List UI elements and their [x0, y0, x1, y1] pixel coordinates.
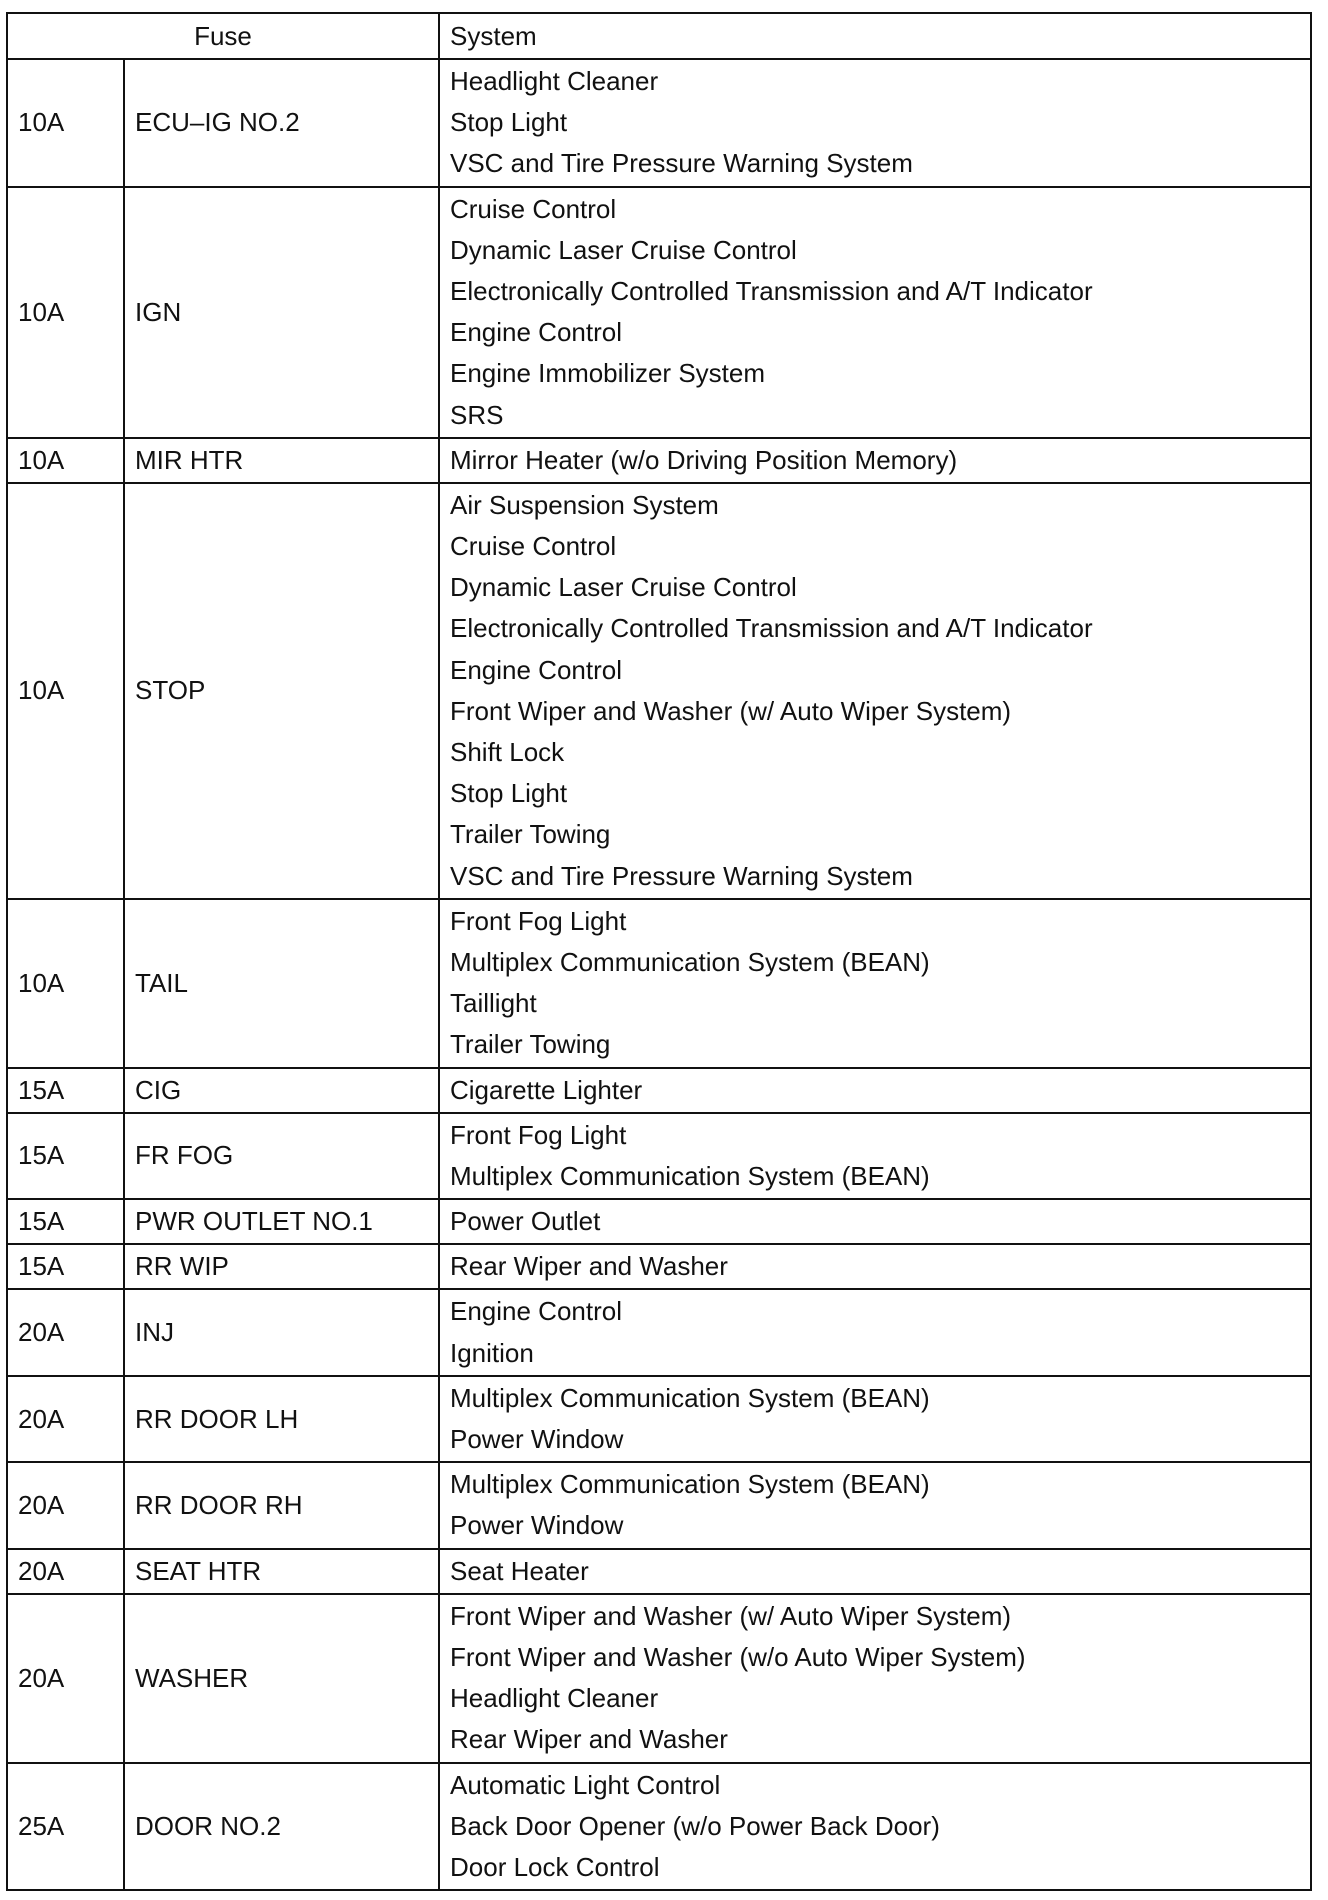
fuse-amperage: 15A: [7, 1113, 124, 1199]
system-list: [439, 1549, 1311, 1594]
system-list: [439, 1462, 1311, 1548]
system-item: VSC and Tire Pressure Warning System: [450, 860, 913, 891]
table-row: [7, 1068, 1311, 1113]
system-item: Engine Control: [450, 317, 622, 348]
table-row: [7, 1244, 1311, 1289]
system-list: [439, 1113, 1311, 1199]
system-item: Automatic Light Control: [450, 1769, 721, 1800]
system-item: Mirror Heater (w/o Driving Position Memory): [450, 444, 958, 475]
system-item: Rear Wiper and Washer: [450, 1724, 728, 1755]
system-list: [439, 59, 1311, 187]
fuse-amperage: 15A: [7, 1244, 124, 1289]
fuse-rows: [7, 59, 1311, 1890]
fuse-table: [6, 12, 1312, 1891]
system-item: Cruise Control: [450, 531, 617, 562]
table-row: [7, 1376, 1311, 1462]
system-column-header: System: [439, 13, 1311, 59]
system-item: Multiplex Communication System (BEAN): [450, 946, 930, 977]
fuse-name: RR WIP: [124, 1244, 439, 1289]
fuse-name: RR DOOR RH: [124, 1462, 439, 1548]
fuse-name: MIR HTR: [124, 438, 439, 483]
system-list: [439, 1289, 1311, 1375]
table-row: [7, 483, 1311, 899]
system-item: Shift Lock: [450, 737, 565, 767]
system-item: Electronically Controlled Transmission and A/T Indicator: [450, 275, 1093, 306]
system-list: [439, 1199, 1311, 1244]
fuse-amperage: 15A: [7, 1199, 124, 1244]
fuse-name: INJ: [124, 1289, 439, 1375]
system-item: Front Fog Light: [450, 905, 627, 936]
fuse-amperage: 10A: [7, 899, 124, 1068]
system-item: Door Lock Control: [450, 1851, 660, 1882]
system-item: Taillight: [450, 988, 537, 1019]
system-item: Electronically Controlled Transmission and A/T Indicator: [450, 613, 1093, 644]
system-item: Rear Wiper and Washer: [450, 1251, 728, 1282]
fuse-name: STOP: [124, 483, 439, 899]
system-item: Power Window: [450, 1510, 624, 1541]
system-item: Engine Control: [450, 654, 622, 685]
system-item: Seat Heater: [450, 1555, 589, 1586]
system-item: Front Fog Light: [450, 1119, 627, 1150]
fuse-amperage: 20A: [7, 1549, 124, 1594]
fuse-amperage: 20A: [7, 1462, 124, 1548]
fuse-name: WASHER: [124, 1594, 439, 1763]
system-item: Trailer Towing: [450, 819, 611, 850]
system-item: Back Door Opener (w/o Power Back Door): [450, 1810, 940, 1841]
table-row: [7, 1594, 1311, 1763]
system-item: Power Outlet: [450, 1206, 601, 1237]
fuse-name: ECU–IG NO.2: [124, 59, 439, 187]
system-item: Multiplex Communication System (BEAN): [450, 1469, 930, 1500]
fuse-amperage: 10A: [7, 438, 124, 483]
table-row: [7, 1289, 1311, 1375]
fuse-name: IGN: [124, 187, 439, 438]
system-list: [439, 187, 1311, 438]
table-row: [7, 59, 1311, 187]
system-list: [439, 1376, 1311, 1462]
table-row: [7, 1462, 1311, 1548]
system-item: VSC and Tire Pressure Warning System: [450, 148, 913, 179]
fuse-name: DOOR NO.2: [124, 1763, 439, 1891]
system-item: Engine Control: [450, 1296, 622, 1327]
table-row: [7, 1549, 1311, 1594]
system-item: Cruise Control: [450, 193, 617, 224]
fuse-amperage: 20A: [7, 1376, 124, 1462]
system-item: Trailer Towing: [450, 1029, 611, 1060]
system-list: [439, 1763, 1311, 1891]
system-list: [439, 899, 1311, 1068]
fuse-amperage: 20A: [7, 1289, 124, 1375]
fuse-amperage: 25A: [7, 1763, 124, 1891]
fuse-amperage: 15A: [7, 1068, 124, 1113]
fuse-amperage: 10A: [7, 483, 124, 899]
fuse-name: FR FOG: [124, 1113, 439, 1199]
fuse-name: PWR OUTLET NO.1: [124, 1199, 439, 1244]
system-item: Headlight Cleaner: [450, 1683, 659, 1714]
system-item: Ignition: [450, 1337, 534, 1368]
fuse-name: TAIL: [124, 899, 439, 1068]
fuse-name: SEAT HTR: [124, 1549, 439, 1594]
system-item: Multiplex Communication System (BEAN): [450, 1160, 930, 1191]
system-item: Power Window: [450, 1424, 624, 1454]
system-item: SRS: [450, 399, 504, 430]
system-item: Stop Light: [450, 107, 568, 138]
system-list: [439, 1068, 1311, 1113]
system-item: Dynamic Laser Cruise Control: [450, 234, 797, 265]
system-list: [439, 1244, 1311, 1289]
system-list: [439, 438, 1311, 483]
table-row: [7, 1763, 1311, 1891]
table-row: [7, 187, 1311, 438]
table-row: [7, 1199, 1311, 1244]
system-item: Engine Immobilizer System: [450, 358, 765, 389]
system-item: Cigarette Lighter: [450, 1074, 643, 1105]
system-list: [439, 483, 1311, 899]
header-row: [7, 13, 1311, 59]
system-item: Front Wiper and Washer (w/o Auto Wiper System): [450, 1641, 1026, 1672]
system-item: Headlight Cleaner: [450, 66, 659, 96]
system-item: Front Wiper and Washer (w/ Auto Wiper System): [450, 1600, 1012, 1631]
fuse-amperage: 10A: [7, 187, 124, 438]
system-item: Front Wiper and Washer (w/ Auto Wiper System): [450, 695, 1012, 726]
table-row: [7, 899, 1311, 1068]
system-item: Dynamic Laser Cruise Control: [450, 572, 797, 603]
table-row: [7, 438, 1311, 483]
fuse-name: CIG: [124, 1068, 439, 1113]
fuse-amperage: 10A: [7, 59, 124, 187]
system-list: [439, 1594, 1311, 1763]
system-item: Stop Light: [450, 778, 568, 809]
system-item: Air Suspension System: [450, 489, 719, 520]
fuse-column-header: Fuse: [7, 13, 439, 59]
fuse-name: RR DOOR LH: [124, 1376, 439, 1462]
table-row: [7, 1113, 1311, 1199]
fuse-amperage: 20A: [7, 1594, 124, 1763]
system-item: Multiplex Communication System (BEAN): [450, 1382, 930, 1413]
